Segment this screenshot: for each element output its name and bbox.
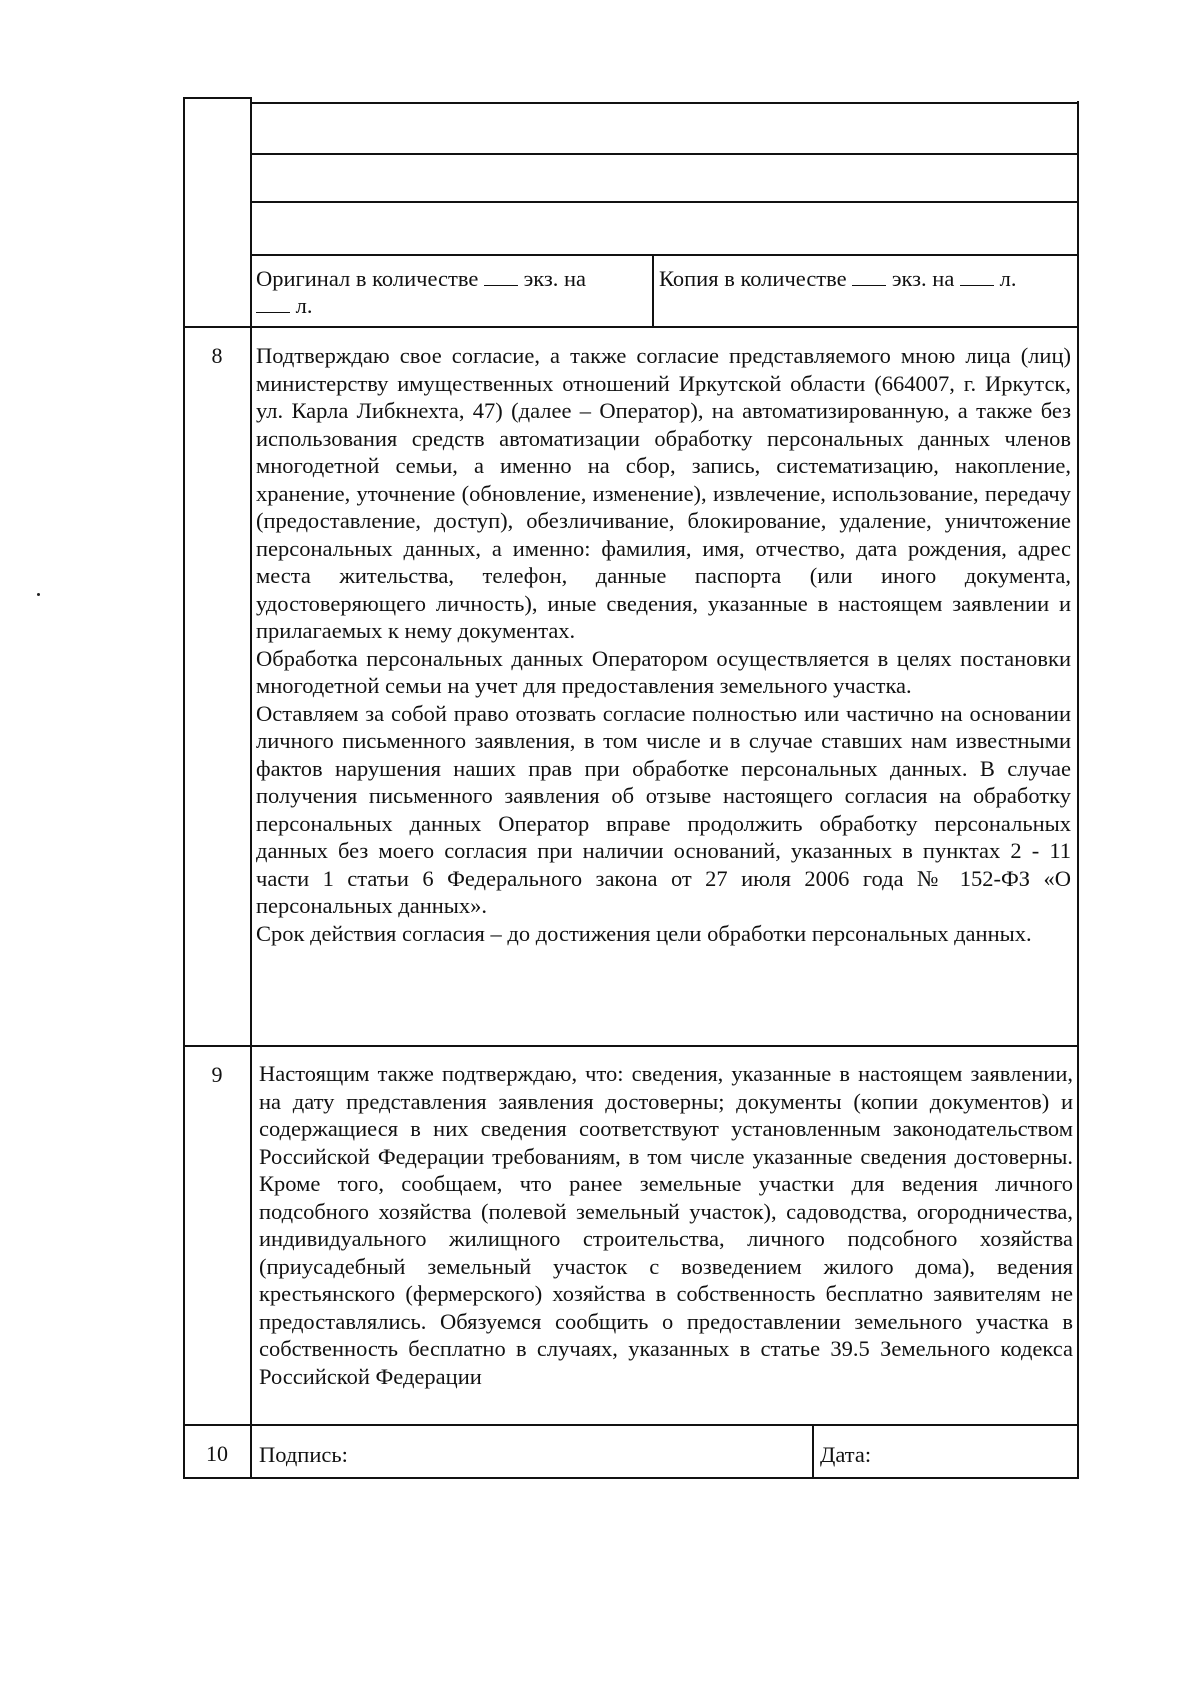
table-bottom-border [183, 1477, 1079, 1479]
blank-line-3 [250, 254, 1079, 256]
row9-bottom-border [183, 1424, 1079, 1426]
scan-dot [37, 593, 40, 596]
row8-number: 8 [211, 343, 223, 368]
original-mid: экз. на [523, 266, 587, 291]
row8-paragraph-1: Подтверждаю свое согласие, а также согласие представляемого мною лица (лиц) министерству имущественных отношений Иркутской области (664007, г. Иркутск, ул. Карла Либкнехта, 47) (далее – Оператор), на автоматизированную, а также без использования средств автоматизации обработку персональных данных членов многодетной семьи, а именно на сбор, запись, систематизацию, накопление, хранение, уточнение (обновление, изменение), извлечение, использование, передачу (предоставление, доступ), обезличивание, блокирование, удаление, уничтожение персональных данных, а именно: фамилия, имя, отчество, дата рождения, адрес места жительства, телефон, данные паспорта (или иного документа, удостоверяющего личность), иные сведения, указанные в настоящем заявлении и прилагаемых к нему документах. [256, 343, 1071, 643]
row8-consent-text [256, 342, 1071, 947]
copy-count-cell [659, 265, 1073, 292]
copy-label: Копия в количестве [659, 266, 847, 291]
table-left-border [183, 97, 185, 1479]
signature-date-divider [812, 1424, 814, 1478]
copy-sheets-blank[interactable] [960, 267, 994, 286]
original-end: л. [295, 293, 313, 318]
row10-number: 10 [206, 1441, 228, 1466]
signature-label: Подпись: [259, 1442, 348, 1467]
date-label: Дата: [820, 1442, 872, 1467]
row8-paragraph-3: Оставляем за собой право отозвать согласие полностью или частично на основании личного письменного заявления, в том числе и в случае ставших нам известными фактов нарушения наших прав при обработке персональных данных. В случае получения письменного заявления об отзыве настоящего согласия на обработку персональных данных Оператор вправе продолжить обработку персональных данных без моего согласия при наличии оснований, указанных в пунктах 2 - 11 части 1 статьи 6 Федерального закона от 27 июля 2006 года № 152-ФЗ «О персональных данных». [256, 700, 1071, 918]
copy-mid: экз. на [891, 266, 955, 291]
blank-line-2 [250, 201, 1079, 203]
row8-bottom-border [183, 1045, 1079, 1047]
row7-top-border [183, 97, 251, 99]
original-count-cell [256, 265, 646, 319]
row8-paragraph-2: Обработка персональных данных Оператором осуществляется в целях постановки многодетной семьи на учет для предоставления земельного участка. [256, 645, 1071, 698]
copy-copies-blank[interactable] [852, 267, 886, 286]
original-copies-blank[interactable] [484, 267, 518, 286]
row7-bottom-border [183, 326, 1079, 328]
row9-confirmation-text [259, 1060, 1073, 1390]
row8-paragraph-4: Срок действия согласия – до достижения цели обработки персональных данных. [256, 920, 1032, 946]
original-copy-divider [652, 254, 654, 326]
row7-inner-top [250, 102, 1079, 104]
original-sheets-blank[interactable] [256, 294, 290, 313]
table-right-border [1077, 101, 1079, 1479]
blank-line-1 [250, 153, 1079, 155]
row7-inner-left [250, 102, 252, 328]
row9-number: 9 [211, 1062, 223, 1087]
copy-end: л. [999, 266, 1017, 291]
row9-paragraph: Настоящим также подтверждаю, что: сведения, указанные в настоящем заявлении, на дату представления заявления достоверны; документы (копии документов) и содержащиеся в них сведения соответствуют установленным законодательством Российской Федерации требованиям, в том числе указанные сведения достоверны. Кроме того, сообщаем, что ранее земельные участки для ведения личного подсобного хозяйства (полевой земельный участок), садоводства, огородничества, индивидуального жилищного строительства, личного подсобного хозяйства (приусадебный земельный участок с возведением жилого дома), ведения крестьянского (фермерского) хозяйства в собственность бесплатно заявителям не предоставлялись. Обязуемся сообщить о предоставлении земельного участка в собственность бесплатно в случаях, указанных в статье 39.5 Земельного кодекса Российской Федерации [259, 1061, 1073, 1389]
signature-field[interactable] [259, 1441, 804, 1468]
date-field[interactable] [820, 1441, 1070, 1468]
original-label: Оригинал в количестве [256, 266, 479, 291]
